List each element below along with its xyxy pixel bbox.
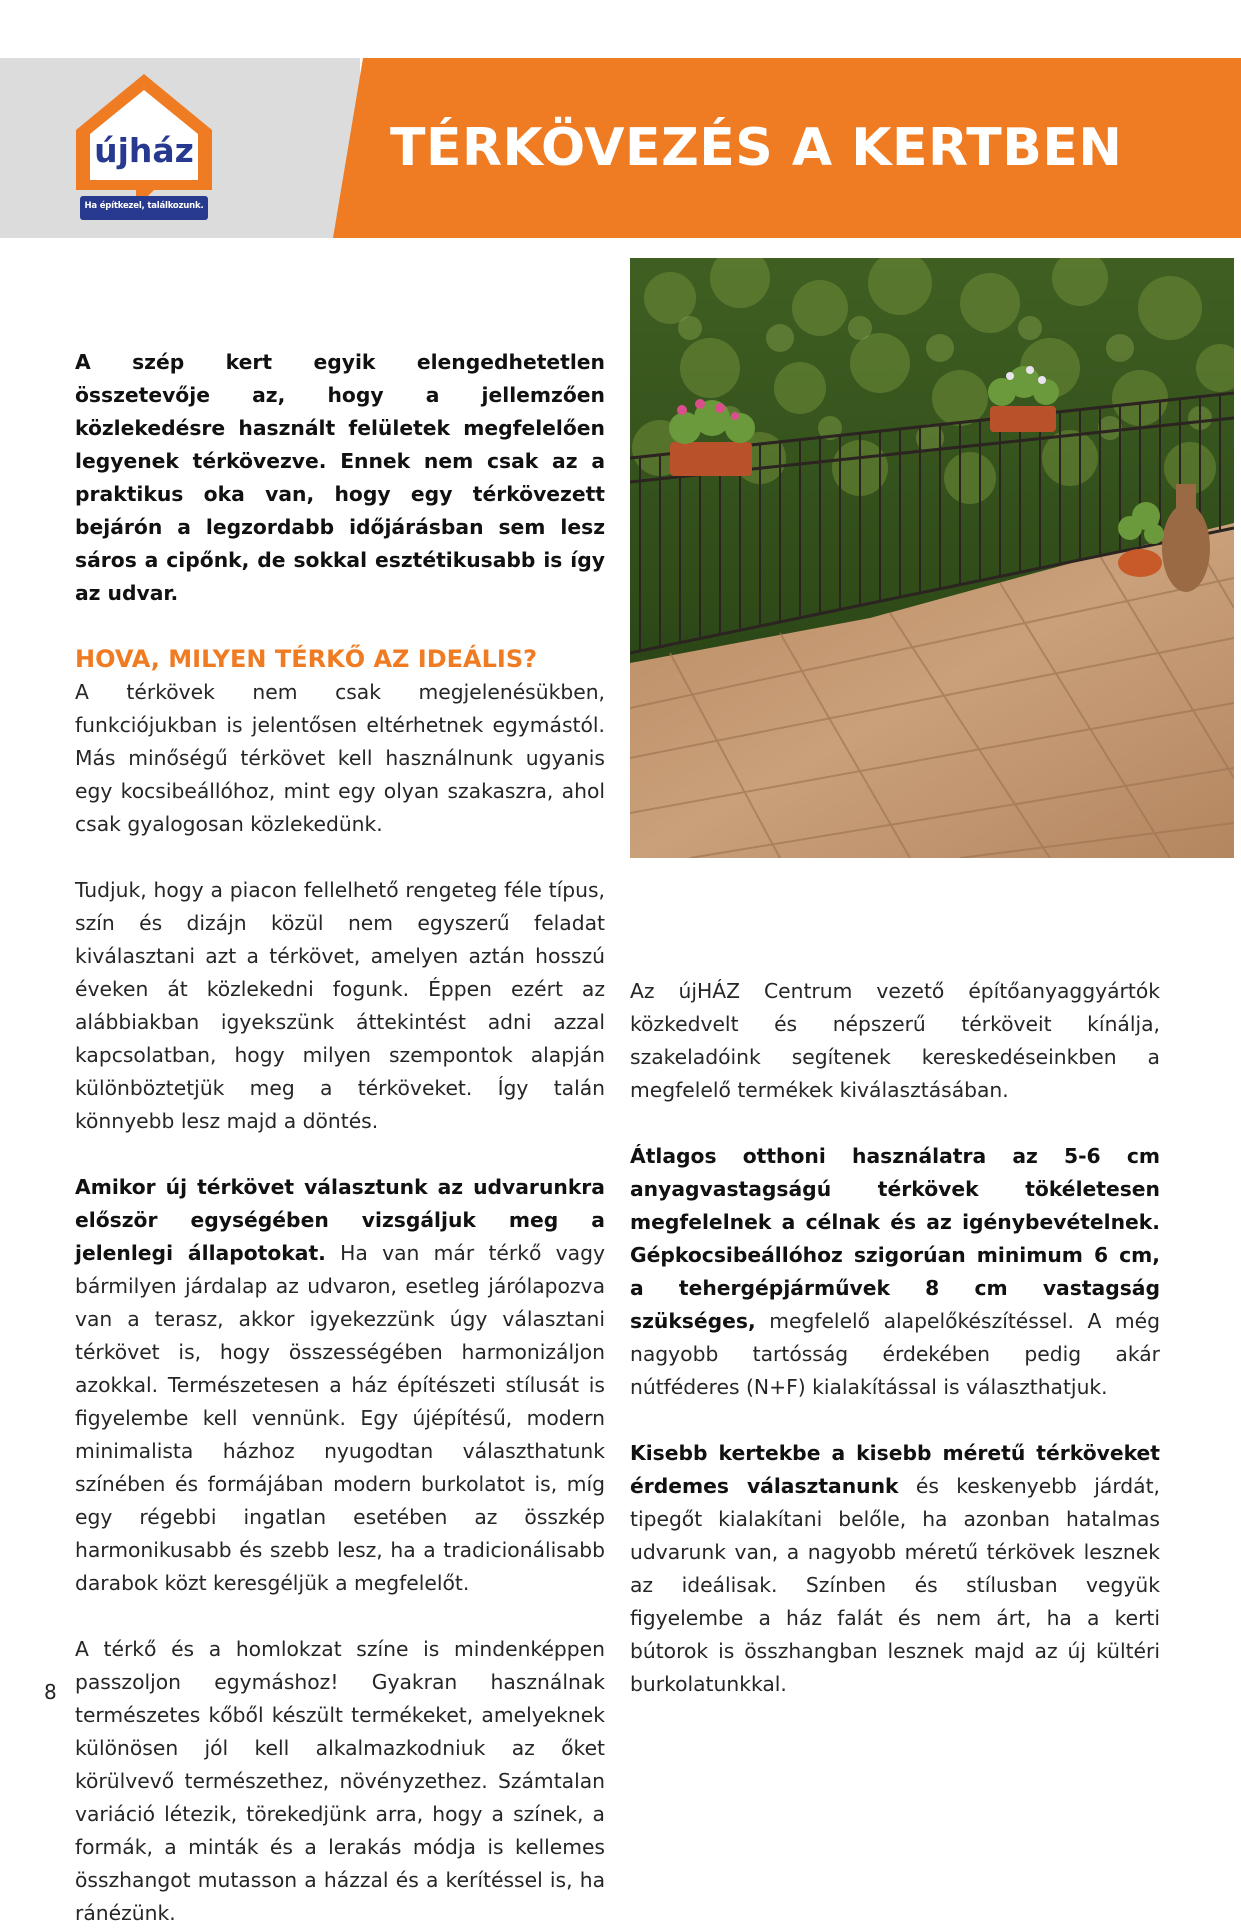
paragraph-6-bold: Átlagos otthoni használatra az 5-6 cm anyagvastagságú térkövek tökéletesen megfelelnek a célnak és az igénybevételnek. Gépkocsibeállóhoz szigorúan minimum 6 cm, a tehergépjárművek 8 cm vastagság szükséges, xyxy=(630,1144,1160,1333)
left-column xyxy=(75,346,605,1930)
page-number: 8 xyxy=(44,1680,57,1704)
paragraph-1: A térkövek nem csak megjelenésükben, funkciójukban is jelentősen eltérhetnek egymástól. Más minőségű térkövet kell használnunk ugyanis egy kocsibeállóhoz, mint egy olyan szakaszra, ahol csak gyalogosan közlekedünk. xyxy=(75,680,605,836)
paragraph-4: A térkő és a homlokzat színe is mindenképpen passzoljon egymáshoz! Gyakran használnak természetes kőből készült termékeket, amelyeknek különösen jól kell alkalmazkodniuk az őket körülvevő természethez, növényzethez. Számtalan variáció létezik, törekedjünk arra, hogy a színek, a formák, a minták és a lerakás módja is kellemes összhangot mutasson a házzal és a kerítéssel is, ha ránézünk. xyxy=(75,1637,605,1925)
intro-paragraph: A szép kert egyik elengedhetetlen összetevője az, hogy a jellemzően közlekedésre használt felületek megfelelően legyenek térkövezve. Ennek nem csak az a praktikus oka van, hogy egy térkövezett bejárón a legzordabb időjárásban sem lesz sáros a cipőnk, de sokkal esztétikusabb is így az udvar. xyxy=(75,350,605,605)
section-heading: HOVA, MILYEN TÉRKŐ AZ IDEÁLIS? xyxy=(75,645,538,673)
right-column xyxy=(630,876,1160,1701)
paragraph-3-bold: Amikor új térkövet választunk az udvarunkra először egységében vizsgáljuk meg a jelenlegi állapotokat. xyxy=(75,1175,605,1265)
paragraph-6 xyxy=(630,1140,1160,1404)
logo-wordmark: újház xyxy=(94,131,194,170)
paragraph-5: Az újHÁZ Centrum vezető építőanyaggyártók közkedvelt és népszerű térköveit kínálja, szakeladóink segítenek kereskedéseinkben a megfelelő termékek kiválasztásában. xyxy=(630,979,1160,1102)
paragraph-7 xyxy=(630,1437,1160,1701)
paragraph-7-rest: és keskenyebb járdát, tipegőt kialakítani belőle, ha azonban hatalmas udvarunk van, a nagyobb méretű térkövek lesznek az ideálisak. Színben és stílusban vegyük figyelembe a ház falát és nem árt, ha a kerti bútorok is összhangban lesznek majd az új kültéri burkolatunkkal. xyxy=(630,1474,1160,1696)
paragraph-3-rest: Ha van már térkő vagy bármilyen járdalap az udvaron, esetleg járólapozva van a terasz, akkor igyekezzünk úgy választani térkövet is, hogy összességében harmonizáljon azokkal. Természetesen a ház építészeti stílusát is figyelembe kell vennünk. Egy újépítésű, modern minimalista házhoz nyugodtan választhatunk színében és formájában modern burkolatot is, míg egy régebbi ingatlan esetében az összkép harmonikusabb és szebb lesz, ha a tradicionálisabb darabok közt keresgéljük a megfelelőt. xyxy=(75,1241,605,1595)
paragraph-2: Tudjuk, hogy a piacon fellelhető rengeteg féle típus, szín és dizájn közül nem egyszerű feladat kiválasztani azt a térkövet, amelyen aztán hosszú éveken át közlekedni fogunk. Éppen ezért az alábbiakban igyekszünk áttekintést adni azzal kapcsolatban, hogy milyen szempontok alapján különböztetjük meg a térköveket. Így talán könnyebb lesz majd a döntés. xyxy=(75,878,605,1133)
logo-tagline: Ha építkezel, találkozunk. xyxy=(84,201,204,211)
terrace-photo xyxy=(630,258,1234,858)
paragraph-6-rest: megfelelő alapelőkészítéssel. A még nagyobb tartósság érdekében pedig akár nútféderes (N+F) kialakítással is választhatjuk. xyxy=(630,1309,1160,1399)
page-title: TÉRKÖVEZÉS A KERTBEN xyxy=(390,118,1123,178)
paragraph-7-bold: Kisebb kertekbe a kisebb méretű térköveket érdemes választanunk xyxy=(630,1441,1160,1498)
paragraph-3 xyxy=(75,1171,605,1600)
